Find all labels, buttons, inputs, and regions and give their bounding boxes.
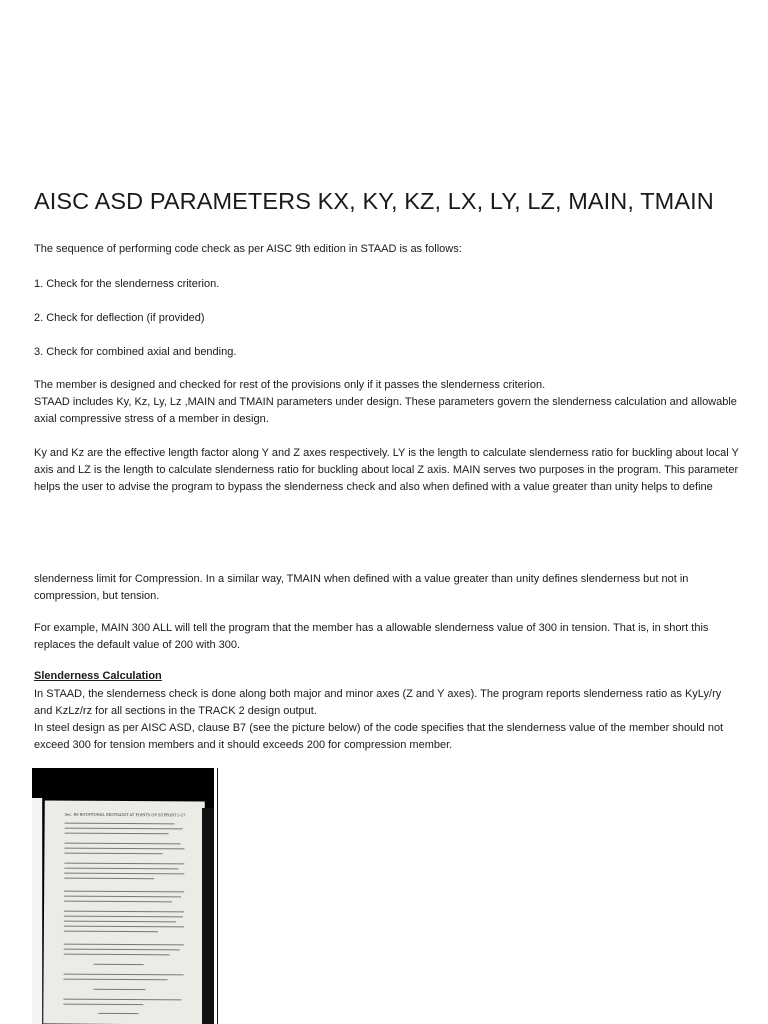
example-paragraph: For example, MAIN 300 ALL will tell the program that the member has a allowable slenderness value of 300 in tension. That is, in short this replaces the default value of 200 with 300. xyxy=(34,622,709,651)
book-page xyxy=(43,800,205,1024)
code-book-photo xyxy=(32,768,214,1024)
member-paragraph: The member is designed and checked for rest of the provisions only if it passes the slenderness criterion. xyxy=(34,379,546,391)
effective-length-paragraph: Ky and Kz are the effective length factor along Y and Z axes respectively. LY is the length to calculate slenderness ratio for buckling about local Y axis and LZ is the length to calculate slenderness ratio for buckling about local Z axis. MAIN serves two purposes in the program. This parameter helps the user to advise the program to bypass the slenderness check and also when defined with a value greater than unity helps to define xyxy=(34,447,739,493)
book-spine xyxy=(202,808,214,1024)
staad-check-paragraph: In STAAD, the slenderness check is done along both major and minor axes (Z and Y axes). The program reports slenderness ratio as KyLy/ry and KzLz/rz for all sections in the TRACK 2 design output. xyxy=(34,688,722,717)
section-heading: Slenderness Calculation xyxy=(34,670,162,682)
slenderness-limit-paragraph: slenderness limit for Compression. In a similar way, TMAIN when defined with a value greater than unity defines slenderness but not in compression, but tension. xyxy=(34,573,689,602)
steel-design-paragraph: In steel design as per AISC ASD, clause B7 (see the picture below) of the code specifies that the slenderness value of the member should not exceed 300 for tension members and it should exceeds 200 for compression member. xyxy=(34,722,724,751)
vertical-divider xyxy=(217,768,218,1024)
step-2: 2. Check for deflection (if provided) xyxy=(34,312,205,324)
page-title: AISC ASD PARAMETERS KX, KY, KZ, LX, LY, LZ, MAIN, TMAIN xyxy=(34,188,714,214)
step-3: 3. Check for combined axial and bending. xyxy=(34,346,237,358)
binder-edge xyxy=(32,798,43,1024)
staad-parameters-paragraph: STAAD includes Ky, Kz, Ly, Lz ,MAIN and TMAIN parameters under design. These parameters govern the slenderness calculation and allowable axial compressive stress of a member in design. xyxy=(34,396,737,425)
step-1: 1. Check for the slenderness criterion. xyxy=(34,278,220,290)
book-page-header: Sec. B6 ROTATIONAL RESTRAINT AT POINTS OF SUPPORT 5-27 xyxy=(64,812,186,818)
intro-paragraph: The sequence of performing code check as per AISC 9th edition in STAAD is as follows: xyxy=(34,243,462,255)
